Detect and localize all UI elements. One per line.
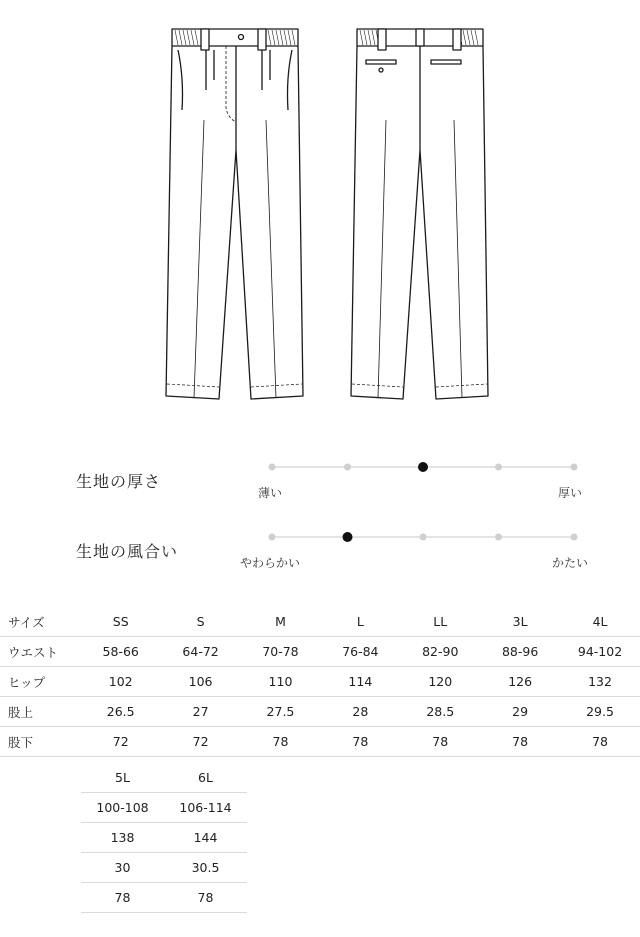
table-cell: 29 <box>480 697 560 727</box>
fabric-texture-right-label: かたい <box>552 556 589 570</box>
row-label: ウエスト <box>0 637 81 667</box>
size-header-row <box>0 607 640 637</box>
scale-point <box>420 534 427 541</box>
fabric-texture-title: 生地の風合い <box>76 542 179 561</box>
table-cell: 30.5 <box>164 853 247 883</box>
table-cell: 28 <box>320 697 400 727</box>
table-cell: 78 <box>400 727 480 757</box>
size-cell: LL <box>400 607 480 637</box>
table-cell: 94-102 <box>560 637 640 667</box>
row-label: 股下 <box>0 727 81 757</box>
table-cell: 144 <box>164 823 247 853</box>
size-table <box>0 607 640 757</box>
scale-point <box>571 534 578 541</box>
table-cell: 88-96 <box>480 637 560 667</box>
scale-point-selected <box>343 532 353 542</box>
size-cell: 5L <box>81 763 164 793</box>
table-cell: 78 <box>560 727 640 757</box>
table-cell: 27 <box>161 697 241 727</box>
table-cell: 78 <box>480 727 560 757</box>
table-row <box>0 727 640 757</box>
size-cell: SS <box>81 607 161 637</box>
table-cell: 78 <box>320 727 400 757</box>
fabric-thickness-left-label: 薄い <box>258 486 283 500</box>
table-cell: 82-90 <box>400 637 480 667</box>
table-cell: 28.5 <box>400 697 480 727</box>
table-cell: 64-72 <box>161 637 241 667</box>
table-cell: 78 <box>164 883 247 913</box>
table-cell: 114 <box>320 667 400 697</box>
table-cell: 110 <box>241 667 321 697</box>
table-row <box>81 823 247 853</box>
scale-point-selected <box>418 462 428 472</box>
table-cell: 106 <box>161 667 241 697</box>
table-cell: 106-114 <box>164 793 247 823</box>
scale-point <box>571 464 578 471</box>
table-cell: 100-108 <box>81 793 164 823</box>
size-header-label: サイズ <box>0 607 81 637</box>
table-cell: 132 <box>560 667 640 697</box>
scale-point <box>269 534 276 541</box>
table-cell: 76-84 <box>320 637 400 667</box>
table-cell: 120 <box>400 667 480 697</box>
row-label: ヒップ <box>0 667 81 697</box>
table-cell: 27.5 <box>241 697 321 727</box>
size-cell: M <box>241 607 321 637</box>
size-cell: S <box>161 607 241 637</box>
size-cell: L <box>320 607 400 637</box>
fabric-thickness-right-label: 厚い <box>558 486 583 500</box>
table-row <box>0 697 640 727</box>
fabric-thickness-scale <box>0 457 640 477</box>
table-cell: 29.5 <box>560 697 640 727</box>
scale-point <box>269 464 276 471</box>
table-cell: 102 <box>81 667 161 697</box>
table-cell: 78 <box>81 883 164 913</box>
table-cell: 72 <box>81 727 161 757</box>
scale-point <box>495 464 502 471</box>
trousers-illustration <box>0 0 640 420</box>
table-cell: 72 <box>161 727 241 757</box>
table-row <box>0 637 640 667</box>
table-row <box>81 793 247 823</box>
scale-point <box>344 464 351 471</box>
fabric-texture-left-label: やわらかい <box>240 556 301 570</box>
table-cell: 30 <box>81 853 164 883</box>
size-cell: 4L <box>560 607 640 637</box>
table-cell: 138 <box>81 823 164 853</box>
row-label: 股上 <box>0 697 81 727</box>
table-row <box>81 883 247 913</box>
size-table-continued <box>81 763 247 913</box>
scale-point <box>495 534 502 541</box>
trousers-back-view <box>351 29 488 399</box>
table-cell: 126 <box>480 667 560 697</box>
size-cell: 6L <box>164 763 247 793</box>
table-cell: 26.5 <box>81 697 161 727</box>
table-row <box>0 667 640 697</box>
trousers-front-view <box>166 29 303 399</box>
fabric-thickness-title: 生地の厚さ <box>76 472 162 491</box>
fabric-texture-scale <box>0 527 640 547</box>
table-cell: 70-78 <box>241 637 321 667</box>
size-header-row <box>81 763 247 793</box>
table-cell: 58-66 <box>81 637 161 667</box>
table-cell: 78 <box>241 727 321 757</box>
size-cell: 3L <box>480 607 560 637</box>
table-row <box>81 853 247 883</box>
